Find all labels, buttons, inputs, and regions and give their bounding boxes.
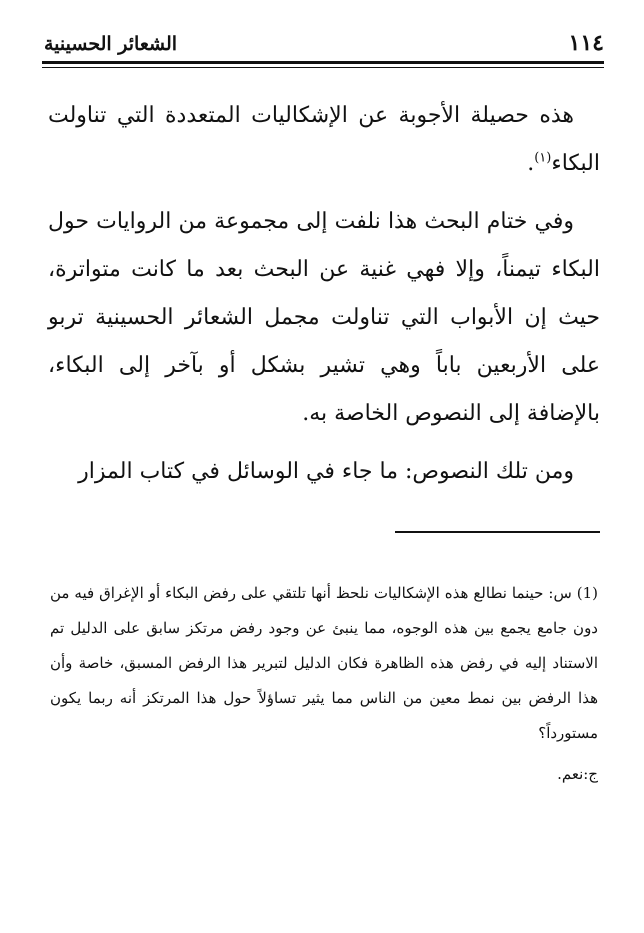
running-title: الشعائر الحسينية bbox=[44, 33, 178, 55]
page-header bbox=[44, 30, 604, 58]
paragraph-2: وفي ختام البحث هذا نلفت إلى مجموعة من الروايات حول البكاء تيمناً، وإلا فهي غنية عن البحث بعد ما كانت متواترة، حيث إن الأبواب التي تناولت مجمل الشعائر الحسينية تربو على الأربعين باباً وهي تشير بشكل أو بآخر إلى البكاء، بالإضافة إلى النصوص الخاصة به. bbox=[48, 209, 600, 426]
footnote-marker: (1) س: bbox=[548, 584, 598, 602]
paragraph-1-text: هذه حصيلة الأجوبة عن الإشكاليات المتعددة التي تناولت البكاء bbox=[48, 103, 600, 176]
footnote-separator bbox=[395, 531, 600, 533]
paragraph-1 bbox=[48, 92, 600, 188]
header-rule-thin bbox=[42, 67, 604, 68]
footnote-question: حينما نطالع هذه الإشكاليات نلحظ أنها تلتقي على رفض البكاء أو الإغراق فيه من دون جامع يجمع بين هذه الوجوه، مما ينبئ عن وجود رفض مرتكز سابق على الدليل تم الاستناد إليه في رفض هذه الظاهرة فكان الدليل لتبرير هذا الرفض المسبق، خاصة وأن هذا الرفض بين نمط معين من الناس مما يثير تساؤلاً حول هذا المرتكز أنه ربما يكون مستورداً؟ bbox=[50, 584, 598, 742]
footnote-reference: (١) bbox=[534, 150, 552, 166]
page-number: ١١٤ bbox=[568, 30, 604, 56]
main-text bbox=[48, 92, 600, 506]
footnote-1 bbox=[50, 576, 598, 751]
paragraph-1-end: . bbox=[527, 151, 535, 176]
header-rule-thick bbox=[42, 61, 604, 64]
footnote-answer: ج:نعم. bbox=[557, 765, 598, 783]
footnotes bbox=[50, 576, 598, 792]
paragraph-3: ومن تلك النصوص: ما جاء في الوسائل في كتاب المزار bbox=[78, 459, 574, 484]
